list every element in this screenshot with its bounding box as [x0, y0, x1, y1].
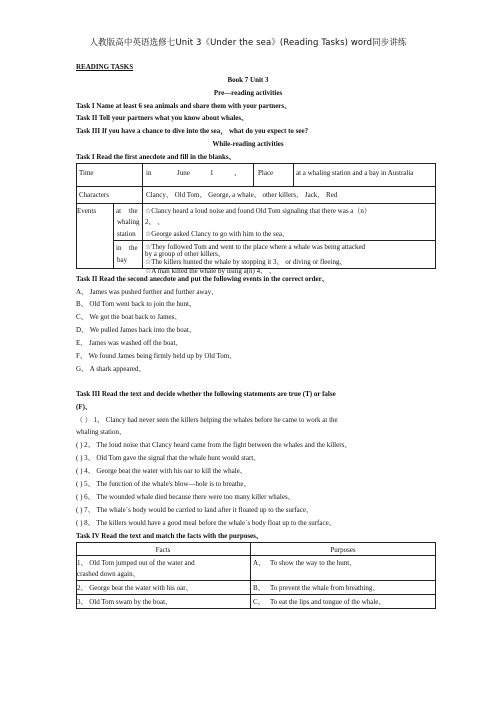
task3-item-4: ( ) 4、 George beat the water with his oar to kill the whale、: [76, 467, 247, 475]
characters-label: Characters: [79, 191, 109, 199]
task3-item-3: ( ) 3、 Old Tom gave the signal that the whale hunt would start、: [76, 454, 261, 462]
pre-task-2: Task II Tell your partners what you know about whales、: [76, 114, 249, 122]
task2-item-f: F、 We found James being firmly held up by Old Tom、: [76, 352, 237, 360]
task2-item-d: D、 We pulled James back into the boat、: [76, 326, 196, 334]
event2-line-4: ☆A man killed the whale by using a(n) 4、 、: [145, 267, 276, 275]
section-heading: READING TASKS: [76, 63, 134, 71]
task2-item-a: A、 James was pushed further and further away、: [76, 288, 219, 296]
purpose-c-letter: C、: [253, 598, 265, 606]
event2-line-1: ☆They followed Tom and went to the place where a whale was being attacked: [145, 243, 366, 251]
task3-item-7: ( ) 7、 The whale`s body would be carried to land after it floated up to the surface、: [76, 506, 313, 514]
event2-line-2: by a group of other killers、: [145, 250, 225, 258]
task3-item-8: ( ) 8、 The killers would have a good meal before the whale`s body float up to the surface、: [76, 519, 336, 527]
fact-3: 3、 Old Tom swam by the boat、: [77, 598, 173, 606]
event2-where-in: in: [116, 244, 122, 252]
task3-item-1-cont: whaling station、: [76, 428, 126, 436]
fact-1-line2: crashed down again、: [77, 570, 140, 578]
event2-where-the: the: [129, 244, 138, 252]
events-label: Events: [77, 207, 97, 215]
event1-line-3: ☆George asked Clancy to go with him to the sea、: [145, 230, 289, 238]
task1-title: Task I Read the first anecdote and fill in the blanks、: [76, 153, 236, 161]
time-blank-number: 1: [210, 169, 214, 177]
time-label: Time: [79, 169, 94, 177]
event1-where-station: station: [117, 230, 136, 238]
event1-where-at: at: [116, 207, 122, 215]
purpose-a-letter: A、: [253, 559, 266, 567]
fact-2: 2、 George beat the water with his oar、: [77, 584, 193, 592]
task3-item-5: ( ) 5、 The function of the whale's blow—hole is to breathe、: [76, 480, 251, 488]
fact-1-line1: 1、 Old Tom jumped out of the water and: [77, 559, 195, 567]
purpose-a: To show the way to the hunt、: [270, 559, 357, 567]
purposes-header: Purposes: [330, 546, 356, 554]
purpose-c: To eat the lips and tongue of the whale、: [270, 598, 386, 606]
document-header: 人教版高中英语选修七Unit 3《Under the sea》(Reading Tasks) word同步讲练: [89, 38, 407, 48]
while-reading-title: While-reading activities: [212, 140, 284, 148]
task3-item-1: （ ） 1、 Clancy had never seen the killers helping the whales before he came to work at the: [76, 416, 338, 424]
purpose-b: To prevent the whale from breathing、: [270, 584, 380, 592]
event1-line-2: 2、 、: [145, 218, 165, 226]
task2-title: Task II Read the second anecdote and put the following events in the correct order、: [76, 275, 329, 283]
event1-where-whaling: whaling: [117, 218, 140, 226]
task4-title: Task IV Read the text and match the facts with the purposes、: [76, 532, 263, 540]
characters-value: Clancy、 Old Tom、 George, a whale、 other killers、 Jack、 Red: [146, 191, 338, 199]
task2-item-b: B、 Old Tom went back to join the hunt、: [76, 300, 196, 308]
time-separator: 、: [234, 169, 241, 177]
task2-item-c: C、 We got the boat back to James、: [76, 313, 182, 321]
place-value: at a whaling station and a bay in Australia: [296, 169, 414, 177]
place-label: Place: [258, 169, 274, 177]
pre-reading-title: Pre—reading activities: [213, 89, 283, 97]
time-june: June: [177, 169, 190, 177]
time-in: in: [146, 169, 152, 177]
book-unit-title: Book 7 Unit 3: [227, 76, 269, 84]
pre-task-1: Task I Name at least 6 sea animals and share them with your partners、: [76, 102, 292, 110]
task2-item-g: G、 A shark appeared、: [76, 365, 146, 373]
pre-task-3: Task III If you have a chance to dive into the sea， what do you expect to see?: [76, 127, 309, 135]
event2-line-3: ☆The killers hunted the whale by stopping it 3、 or diving or fleeing、: [145, 258, 347, 266]
event1-line-1: ☆Clancy heard a loud noise and found Old Tom signaling that there was a（n）: [145, 207, 371, 215]
task2-item-e: E、 James was washed off the boat、: [76, 339, 183, 347]
facts-header: Facts: [155, 546, 171, 554]
event1-where-the: the: [129, 207, 138, 215]
task3-item-6: ( ) 6、 The wounded whale died because there were too many killer whales、: [76, 493, 295, 501]
task3-item-2: ( ) 2、 The loud noise that Clancy heard came from the fight between the whales and the killers、: [76, 441, 352, 449]
purpose-b-letter: B、: [253, 584, 265, 592]
task3-title-line1: Task III Read the text and decide whether the following statements are true (T) or false: [76, 390, 336, 398]
event2-where-bay: bay: [117, 256, 128, 264]
task3-title-line2: (F)、: [76, 403, 92, 411]
